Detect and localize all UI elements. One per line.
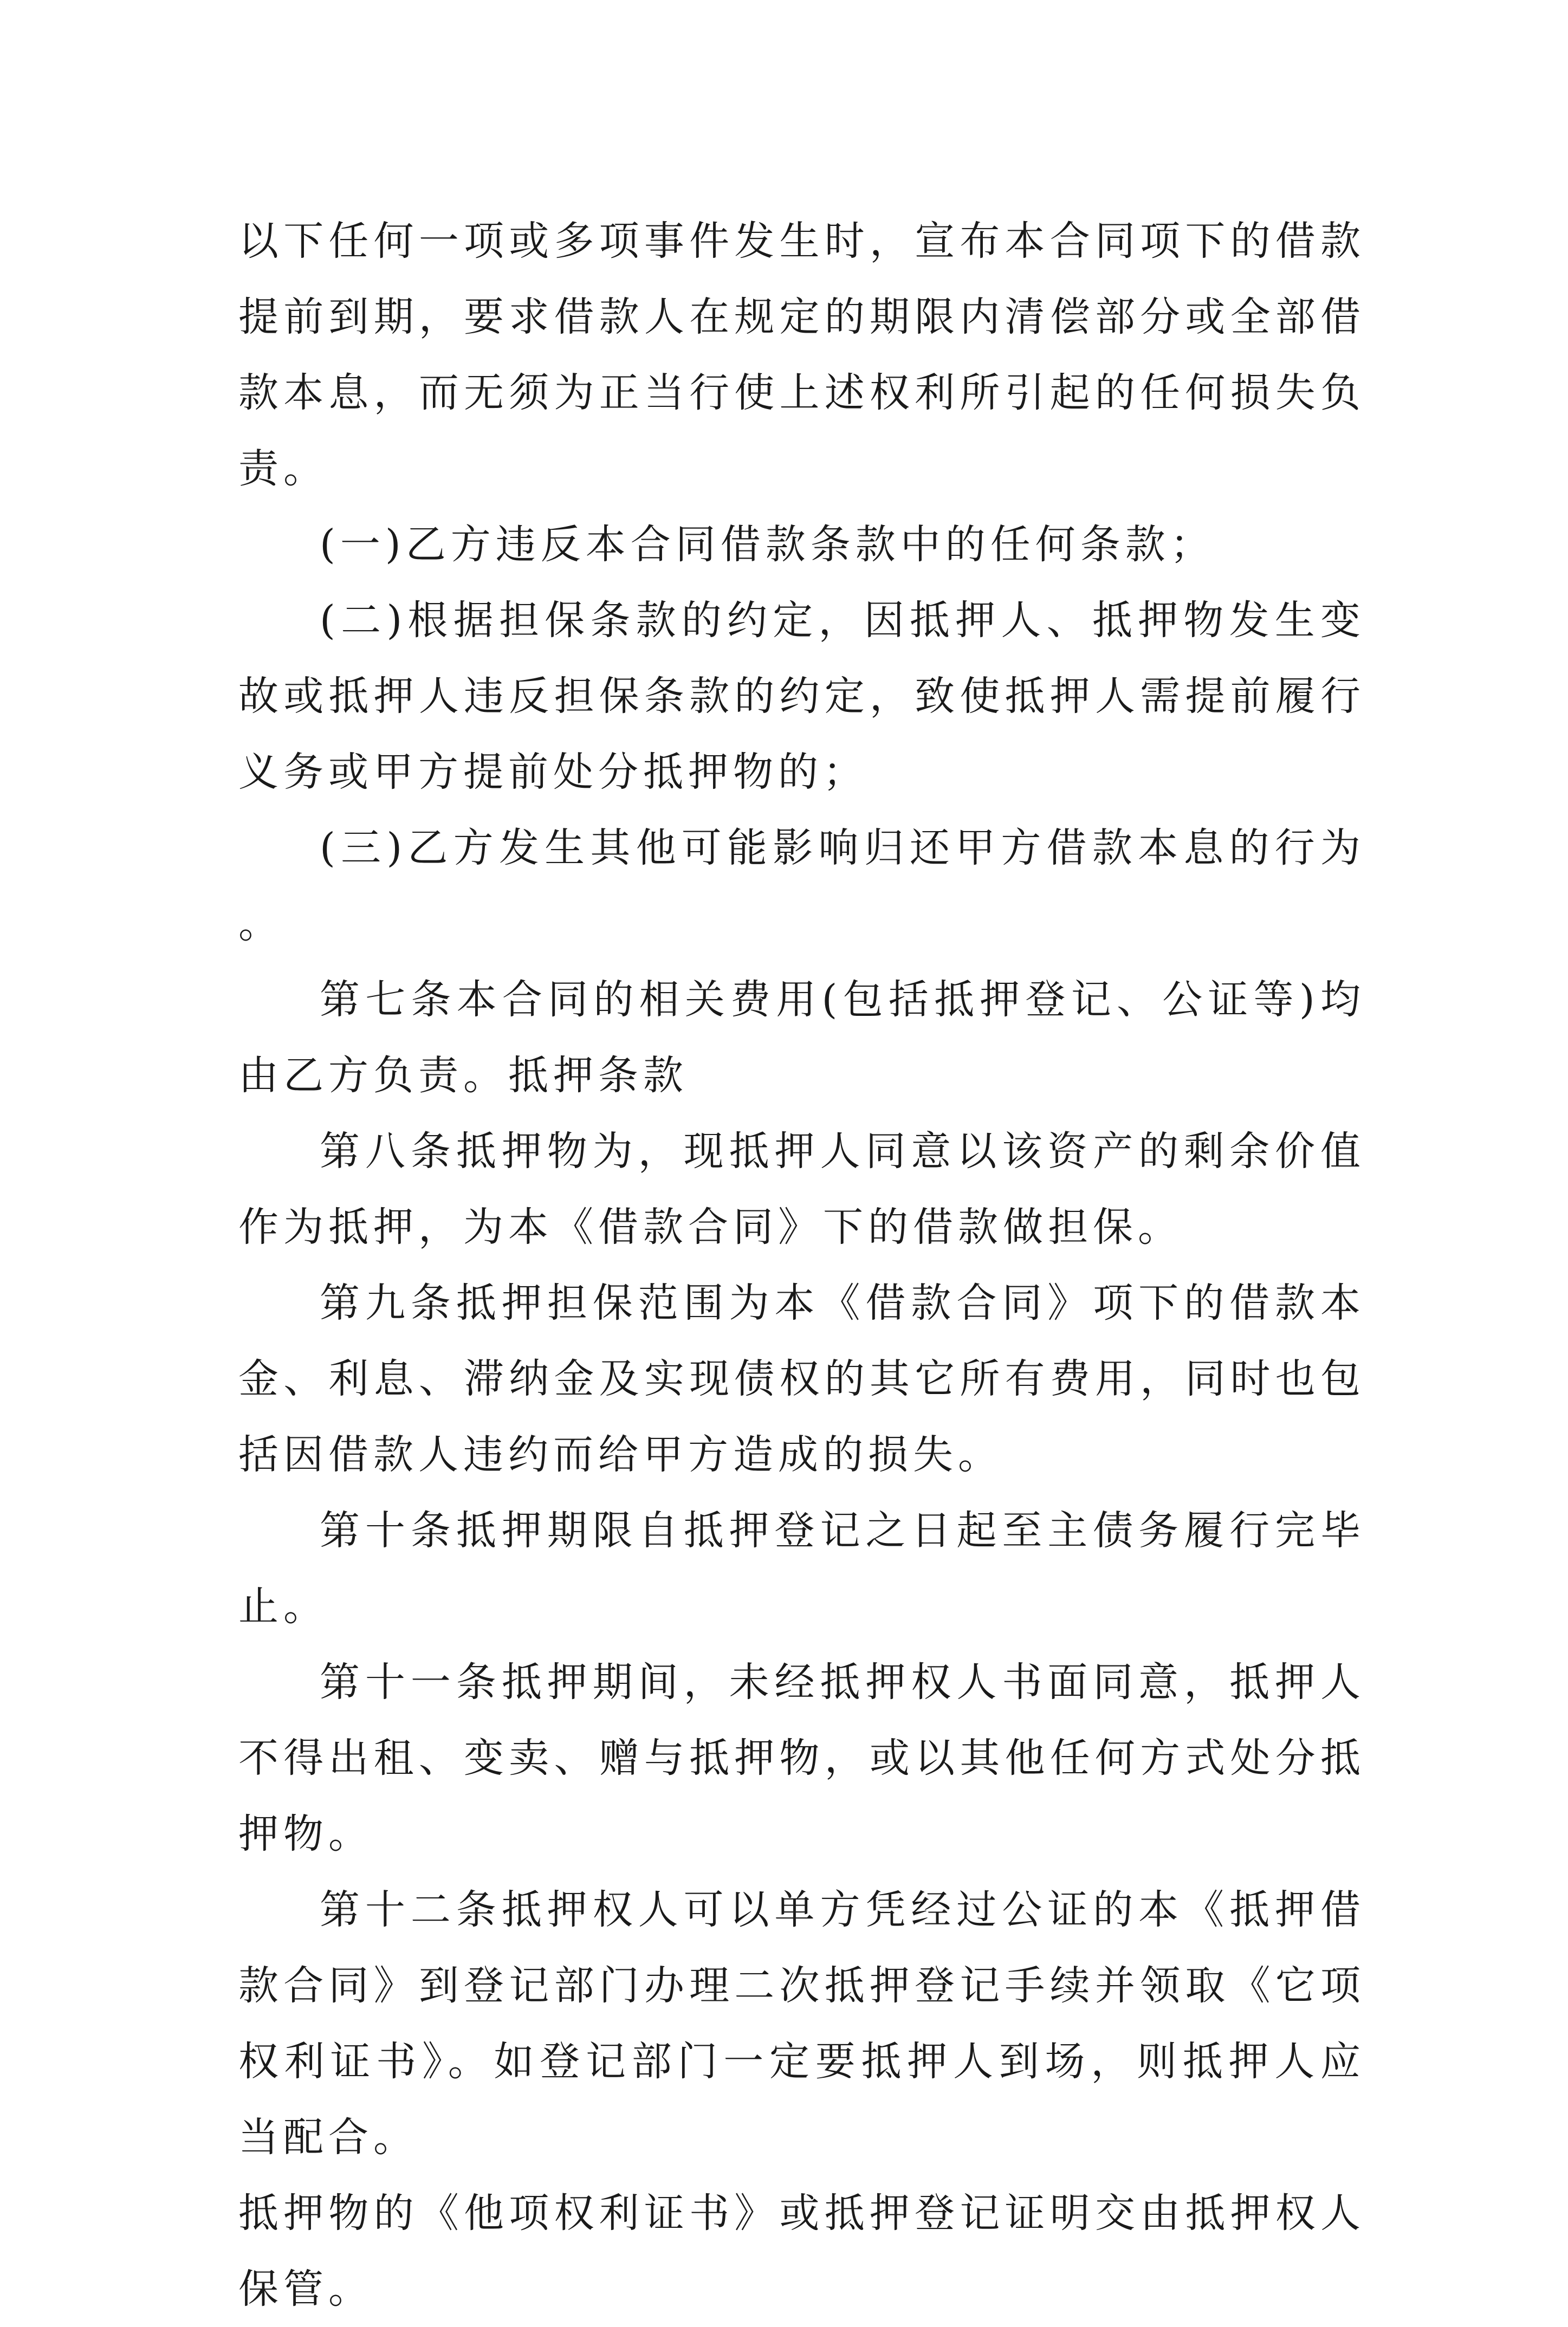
paragraph-article-8: 第八条抵押物为，现抵押人同意以该资产的剩余价值作为抵押，为本《借款合同》下的借款做担保。 (238, 1128, 1365, 1250)
paragraph-acceleration-clause: 以下任何一项或多项事件发生时，宣布本合同项下的借款提前到期，要求借款人在规定的期限内清偿部分或全部借款本息，而无须为正当行使上述权利所引起的任何损失负责。 (238, 218, 1365, 492)
paragraph-item-2: (二)根据担保条款的约定，因抵押人、抵押物发生变故或抵押人违反担保条款的约定，致使抵押人需提前履行义务或甲方提前处分抵押物的； (238, 597, 1365, 795)
paragraph-certificate-custody: 抵押物的《他项权利证书》或抵押登记证明交由抵押权人保管。 (238, 2190, 1365, 2312)
document-body (238, 203, 1365, 2327)
paragraph-article-10: 第十条抵押期限自抵押登记之日起至主债务履行完毕止。 (238, 1507, 1365, 1630)
paragraph-article-11: 第十一条抵押期间，未经抵押权人书面同意，抵押人不得出租、变卖、赠与抵押物，或以其他任何方式处分抵押物。 (238, 1659, 1365, 1857)
paragraph-article-7: 第七条本合同的相关费用(包括抵押登记、公证等)均由乙方负责。抵押条款 (238, 976, 1365, 1099)
paragraph-article-12: 第十二条抵押权人可以单方凭经过公证的本《抵押借款合同》到登记部门办理二次抵押登记手续并领取《它项权利证书》。如登记部门一定要抵押人到场，则抵押人应当配合。 (238, 1887, 1365, 2161)
paragraph-item-1: (一)乙方违反本合同借款条款中的任何条款； (320, 521, 1215, 568)
paragraph-article-9: 第九条抵押担保范围为本《借款合同》项下的借款本金、利息、滞纳金及实现债权的其它所有费用，同时也包括因借款人违约而给甲方造成的损失。 (238, 1280, 1365, 1478)
paragraph-item-3: (三)乙方发生其他可能影响归还甲方借款本息的行为。 (238, 825, 1365, 947)
